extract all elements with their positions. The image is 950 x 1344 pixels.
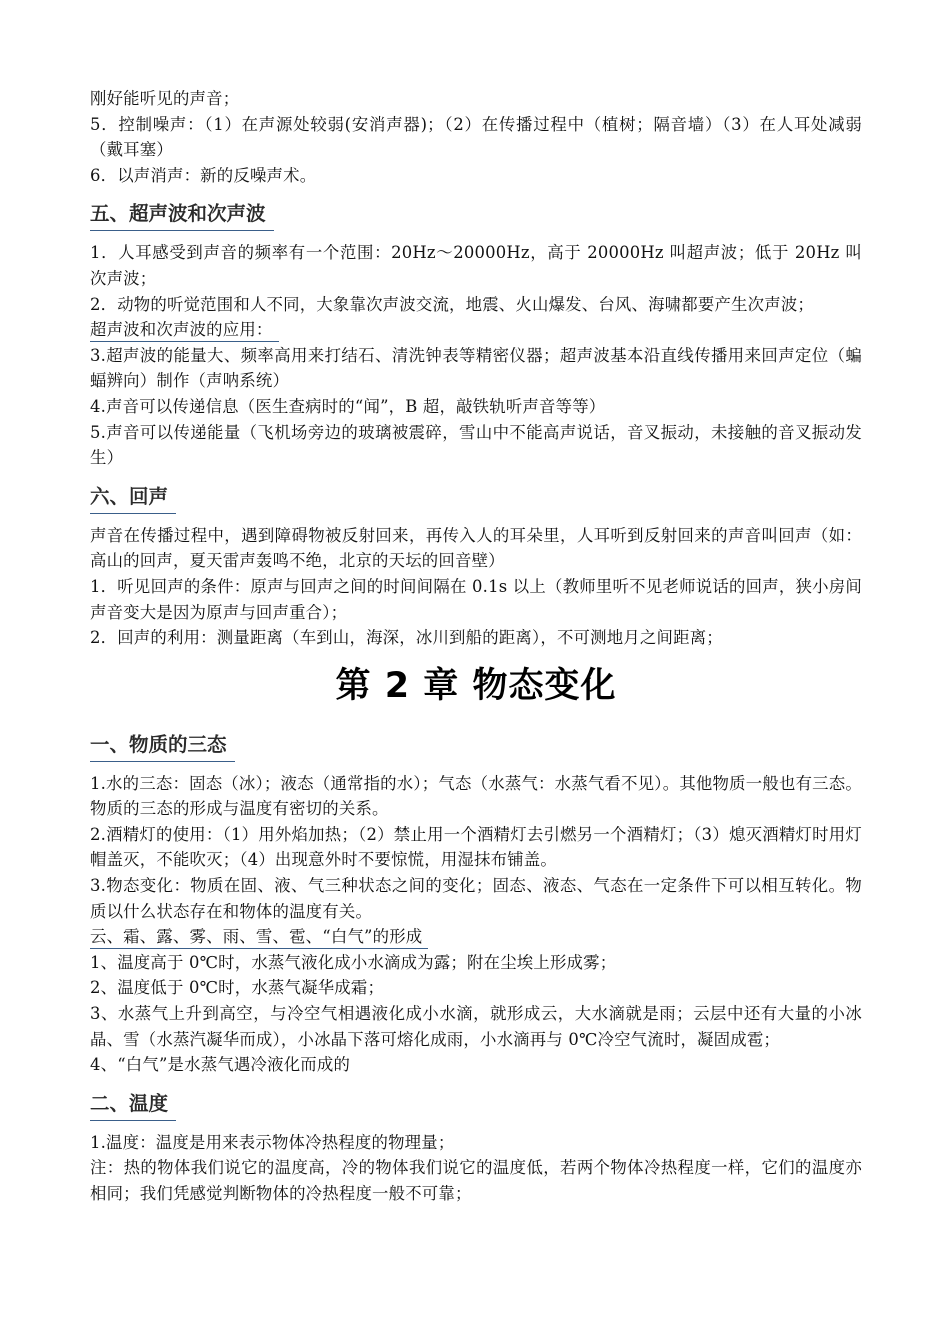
- section-heading: 五、超声波和次声波: [90, 200, 274, 231]
- chapter-title: 第 2 章 物态变化: [335, 665, 617, 706]
- paragraph: 2.酒精灯的使用：（1）用外焰加热；（2）禁止用一个酒精灯去引燃另一个酒精灯；（3）熄灭酒精灯时用灯帽盖灭，不能吹灭；（4）出现意外时不要惊慌，用湿抹布铺盖。: [90, 824, 862, 870]
- paragraph: 3.物态变化：物质在固、液、气三种状态之间的变化；固态、液态、气态在一定条件下可以相互转化。物质以什么状态存在和物体的温度有关。: [90, 876, 862, 921]
- paragraph: 1．听见回声的条件：原声与回声之间的时间间隔在 0.1s 以上（教师里听不见老师说话的回声，狭小房间声音变大是因为原声与回声重合）；: [90, 576, 862, 622]
- section-heading: 一、物质的三态: [90, 731, 235, 762]
- paragraph: 4.声音可以传递信息（医生查病时的“闻”，B 超，敲铁轨听声音等等）: [90, 396, 606, 416]
- paragraph: 5．控制噪声：（1）在声源处较弱(安消声器)；（2）在传播过程中（植树；隔音墙）（3）在人耳处减弱（戴耳塞）: [90, 114, 862, 160]
- subheading: 云、霜、露、雾、雨、雪、雹、“白气”的形成: [90, 926, 428, 949]
- paragraph: 1.水的三态：固态（冰）；液态（通常指的水）；气态（水蒸气：水蒸气看不见）。其他物质一般也有三态。物质的三态的形成与温度有密切的关系。: [90, 773, 862, 819]
- document-page: [90, 86, 862, 1207]
- paragraph: 2．动物的听觉范围和人不同，大象靠次声波交流，地震、火山爆发、台风、海啸都要产生次声波；: [90, 294, 815, 314]
- paragraph: 3、水蒸气上升到高空，与冷空气相遇液化成小水滴，就形成云，大水滴就是雨；云层中还有大量的小冰晶、雪（水蒸汽凝华而成），小冰晶下落可熔化成雨，小水滴再与 0℃冷空气流时，凝固成雹；: [90, 1004, 862, 1049]
- subheading: 超声波和次声波的应用：: [90, 319, 279, 342]
- paragraph: 声音在传播过程中，遇到障碍物被反射回来，再传入人的耳朵里，人耳听到反射回来的声音叫回声（如：高山的回声，夏天雷声轰鸣不绝，北京的天坛的回音壁）: [90, 525, 862, 571]
- paragraph: 2．回声的利用：测量距离（车到山，海深，冰川到船的距离），不可测地月之间距离；: [90, 628, 723, 648]
- paragraph: 1、温度高于 0℃时，水蒸气液化成小水滴成为露；附在尘埃上形成雾；: [90, 952, 617, 972]
- paragraph: 5.声音可以传递能量（飞机场旁边的玻璃被震碎，雪山中不能高声说话，音叉振动，未接触的音叉振动发生）: [90, 422, 862, 468]
- paragraph: 刚好能听见的声音；: [90, 89, 240, 108]
- paragraph: 6．以声消声：新的反噪声术。: [90, 165, 317, 185]
- section-heading: 六、回声: [90, 483, 176, 514]
- paragraph: 2、温度低于 0℃时，水蒸气凝华成霜；: [90, 978, 385, 998]
- paragraph: 1．人耳感受到声音的频率有一个范围：20Hz～20000Hz，高于 20000Hz 叫超声波；低于 20Hz 叫次声波；: [90, 243, 862, 288]
- paragraph: 4、“白气”是水蒸气遇冷液化而成的: [90, 1055, 351, 1075]
- paragraph: 3.超声波的能量大、频率高用来打结石、清洗钟表等精密仪器；超声波基本沿直线传播用来回声定位（蝙蝠辨向）制作（声呐系统）: [90, 345, 862, 391]
- paragraph: 注：热的物体我们说它的温度高，冷的物体我们说它的温度低，若两个物体冷热程度一样，它们的温度亦相同；我们凭感觉判断物体的冷热程度一般不可靠；: [90, 1158, 862, 1203]
- paragraph: 1.温度：温度是用来表示物体冷热程度的物理量；: [90, 1132, 455, 1152]
- section-heading: 二、温度: [90, 1090, 176, 1121]
